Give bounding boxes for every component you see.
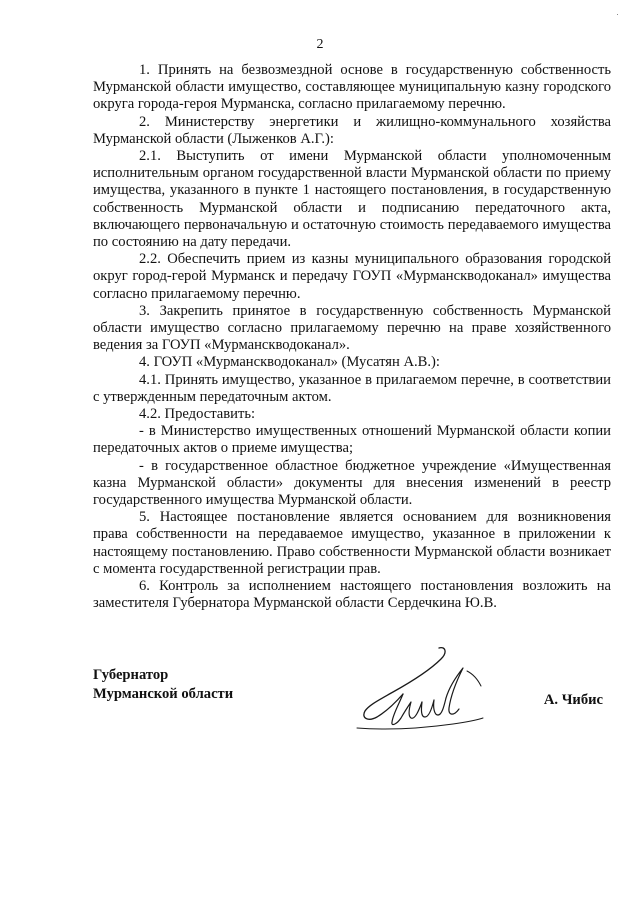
paragraph-6: 6. Контроль за исполнением настоящего постановления возложить на заместителя Губернатора Мурманской области Сердечкина Ю.В. <box>93 578 611 612</box>
paragraph-4-1: 4.1. Принять имущество, указанное в прилагаемом перечне, в соответствии с утвержденным передаточным актом. <box>93 371 611 405</box>
paragraph-4-2-item-1: - в Министерство имущественных отношений Мурманской области копии передаточных актов о приеме имущества; <box>93 423 611 457</box>
signer-title-line-1: Губернатор <box>93 667 169 683</box>
paragraph-4-2-item-2: - в государственное областное бюджетное учреждение «Имущественная казна Мурманской области» документы для внесения изменений в реестр государственного имущества Мурманской области. <box>93 457 611 509</box>
paragraph-4: 4. ГОУП «Мурманскводоканал» (Мусатян А.В.): <box>139 354 440 371</box>
signature-block <box>93 660 611 750</box>
signer-name: А. Чибис <box>543 692 603 708</box>
paragraph-5: 5. Настоящее постановление является основанием для возникновения права собственности на передаваемое имущество, указанное в приложении к настоящему постановлению. Право собственности Мурманской области возникает с момента государственной регистрации прав. <box>93 509 611 577</box>
scan-speck <box>617 14 618 15</box>
paragraph-1: 1. Принять на безвозмездной основе в государственную собственность Мурманской области имущество, составляющее муниципальную казну городского округа города-героя Мурманска, согласно прилагаемому перечню. <box>93 62 611 113</box>
document-body <box>93 62 611 613</box>
paragraph-2-2: 2.2. Обеспечить прием из казны муниципального образования городской округ город-герой Мурманск и передачу ГОУП «Мурманскводоканал» имущества согласно прилагаемому перечню. <box>93 251 611 302</box>
paragraph-4-2: 4.2. Предоставить: <box>139 406 256 423</box>
paragraph-2-1: 2.1. Выступить от имени Мурманской области уполномоченным исполнительным органом государственной власти Мурманской области по приему имущества, указанного в пункте 1 настоящего постановления, в государственную собственность Мурманской области и подписанию передаточного акта, включающего первоначальную и остаточную стоимость передаваемого имущества по состоянию на дату передачи. <box>93 148 611 251</box>
signer-title-line-2: Мурманской области <box>93 686 234 702</box>
paragraph-3: 3. Закрепить принятое в государственную собственность Мурманской области имущество согласно прилагаемому перечню на праве хозяйственного ведения за ГОУП «Мурманскводоканал». <box>93 302 611 354</box>
handwritten-signature <box>321 638 491 748</box>
paragraph-2: 2. Министерству энергетики и жилищно-коммунального хозяйства Мурманской области (Лыженков А.Г.): <box>93 113 611 147</box>
signer-title <box>93 666 233 704</box>
page-number: 2 <box>316 37 324 52</box>
